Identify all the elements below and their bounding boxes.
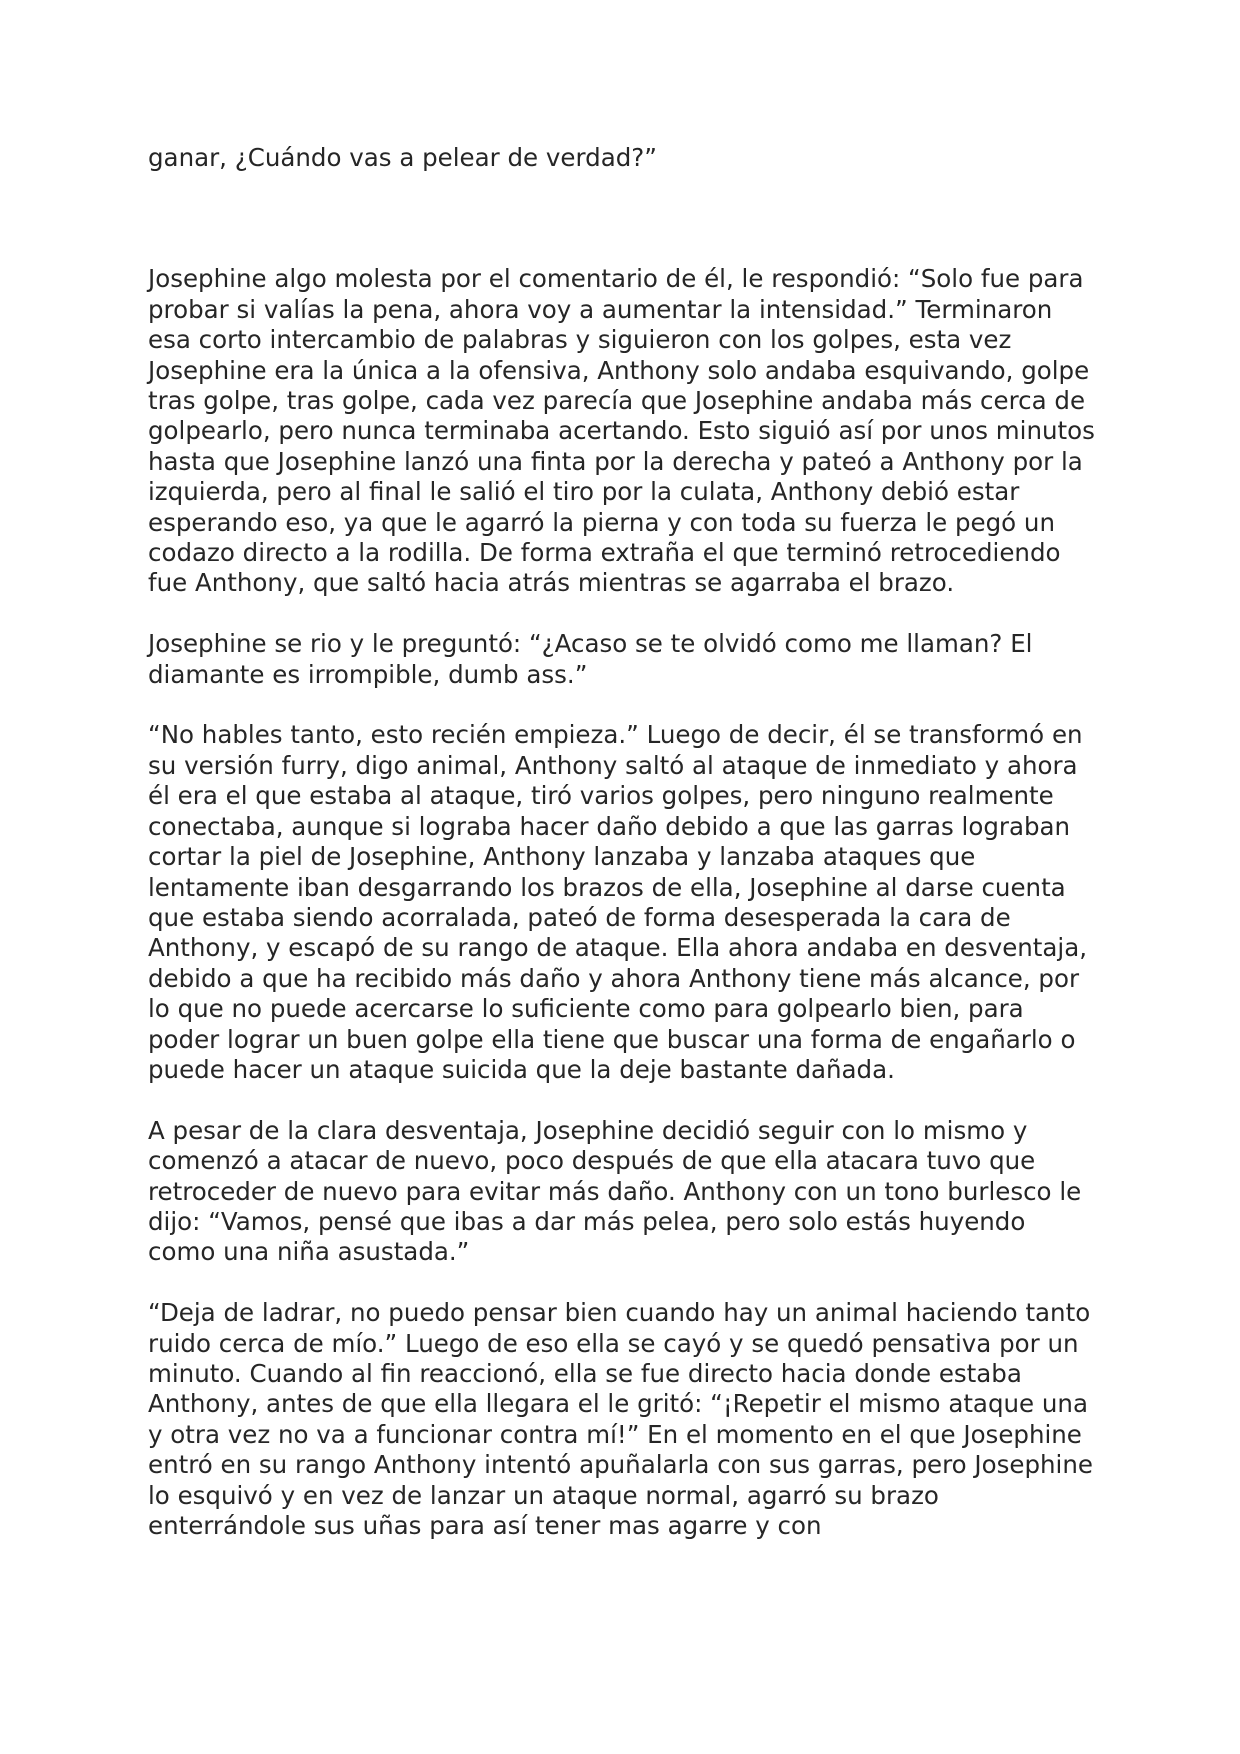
paragraph-2: Josephine algo molesta por el comentario de él, le respondió: “Solo fue para probar si valías la pena, ahora voy a aumentar la intensidad.” Terminaron esa corto intercambio de palabras y siguieron con los golpes, esta vez Josephine era la única a la ofensiva, Anthony solo andaba esquivando, golpe tras golpe, tras golpe, cada vez parecía que Josephine andaba más cerca de golpearlo, pero nunca terminaba acertando. Esto siguió así por unos minutos hasta que Josephine lanzó una finta por la derecha y pateó a Anthony por la izquierda, pero al final le salió el tiro por la culata, Anthony debió estar esperando eso, ya que le agarró la pierna y con toda su fuerza le pegó un codazo directo a la rodilla. De forma extraña el que terminó retrocediendo fue Anthony, que saltó hacia atrás mientras se agarraba el brazo. bbox=[148, 264, 1095, 598]
document-page bbox=[148, 143, 1100, 1572]
paragraph-6: “Deja de ladrar, no puedo pensar bien cuando hay un animal haciendo tanto ruido cerca de mío.” Luego de eso ella se cayó y se quedó pensativa por un minuto. Cuando al fin reaccionó, ella se fue directo hacia donde estaba Anthony, antes de que ella llegara el le gritó: “¡Repetir el mismo ataque una y otra vez no va a funcionar contra mí!” En el momento en el que Josephine entró en su rango Anthony intentó apuñalarla con sus garras, pero Josephine lo esquivó y en vez de lanzar un ataque normal, agarró su brazo enterrándole sus uñas para así tener mas agarre y con bbox=[148, 1298, 1093, 1540]
paragraph-3: Josephine se rio y le preguntó: “¿Acaso se te olvidó como me llaman? El diamante es irrompible, dumb ass.” bbox=[148, 629, 1033, 689]
paragraph-4: “No hables tanto, esto recién empieza.” Luego de decir, él se transformó en su versión furry, digo animal, Anthony saltó al ataque de inmediato y ahora él era el que estaba al ataque, tiró varios golpes, pero ninguno realmente conectaba, aunque si lograba hacer daño debido a que las garras lograban cortar la piel de Josephine, Anthony lanzaba y lanzaba ataques que lentamente iban desgarrando los brazos de ella, Josephine al darse cuenta que estaba siendo acorralada, pateó de forma desesperada la cara de Anthony, y escapó de su rango de ataque. Ella ahora andaba en desventaja, debido a que ha recibido más daño y ahora Anthony tiene más alcance, por lo que no puede acercarse lo suficiente como para golpearlo bien, para poder lograr un buen golpe ella tiene que buscar una forma de engañarlo o puede hacer un ataque suicida que la deje bastante dañada. bbox=[148, 720, 1088, 1084]
paragraph-5: A pesar de la clara desventaja, Josephine decidió seguir con lo mismo y comenzó a atacar de nuevo, poco después de que ella atacara tuvo que retroceder de nuevo para evitar más daño. Anthony con un tono burlesco le dijo: “Vamos, pensé que ibas a dar más pelea, pero solo estás huyendo como una niña asustada.” bbox=[148, 1115, 1082, 1267]
paragraph-1: ganar, ¿Cuándo vas a pelear de verdad?” bbox=[148, 143, 657, 172]
